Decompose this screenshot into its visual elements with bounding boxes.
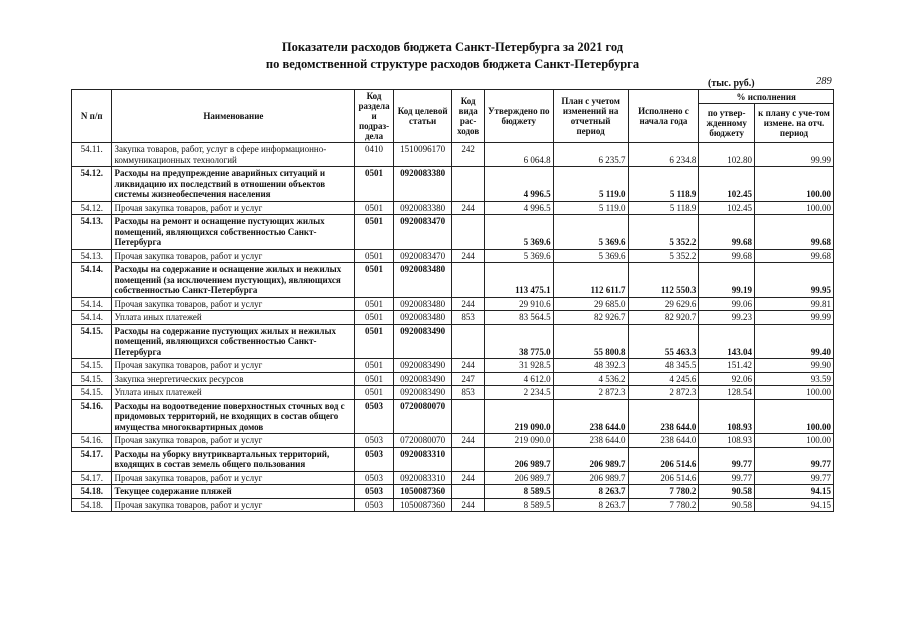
row-section: 0503 <box>355 471 393 485</box>
row-target: 0920083480 <box>393 311 452 325</box>
row-pct-plan: 99.40 <box>755 324 834 359</box>
row-plan: 29 685.0 <box>553 297 628 311</box>
row-name: Закупка энергетических ресурсов <box>112 372 355 386</box>
row-plan: 5 119.0 <box>553 167 628 202</box>
row-num: 54.13. <box>72 215 112 250</box>
row-target: 0720080070 <box>393 434 452 448</box>
row-pct-approved: 151.42 <box>699 359 755 373</box>
row-executed: 29 629.6 <box>628 297 699 311</box>
row-section: 0501 <box>355 167 393 202</box>
row-target: 1050087360 <box>393 485 452 499</box>
table-row <box>72 143 834 167</box>
table-row <box>72 359 834 373</box>
row-target: 0920083380 <box>393 167 452 202</box>
row-type: 242 <box>452 143 484 167</box>
row-section: 0503 <box>355 498 393 512</box>
row-type: 244 <box>452 434 484 448</box>
row-pct-plan: 100.00 <box>755 167 834 202</box>
row-plan: 238 644.0 <box>553 434 628 448</box>
row-num: 54.12. <box>72 201 112 215</box>
row-section: 0501 <box>355 201 393 215</box>
row-plan: 4 536.2 <box>553 372 628 386</box>
row-plan: 5 119.0 <box>553 201 628 215</box>
table-row <box>72 386 834 400</box>
row-name: Прочая закупка товаров, работ и услуг <box>112 434 355 448</box>
row-approved: 5 369.6 <box>484 215 553 250</box>
row-pct-plan: 99.90 <box>755 359 834 373</box>
row-approved: 206 989.7 <box>484 471 553 485</box>
row-executed: 112 550.3 <box>628 263 699 298</box>
row-target: 0920083310 <box>393 471 452 485</box>
row-name: Текущее содержание пляжей <box>112 485 355 499</box>
row-num: 54.15. <box>72 324 112 359</box>
table-row <box>72 434 834 448</box>
row-num: 54.18. <box>72 498 112 512</box>
row-approved: 219 090.0 <box>484 434 553 448</box>
header-pct-approved: по утвер-жденному бюджету <box>699 104 755 143</box>
table-row <box>72 311 834 325</box>
row-executed: 82 920.7 <box>628 311 699 325</box>
row-executed: 5 352.2 <box>628 249 699 263</box>
row-plan: 82 926.7 <box>553 311 628 325</box>
row-section: 0501 <box>355 297 393 311</box>
row-pct-plan: 99.99 <box>755 143 834 167</box>
row-num: 54.12. <box>72 167 112 202</box>
row-num: 54.13. <box>72 249 112 263</box>
row-type: 244 <box>452 297 484 311</box>
row-type <box>452 167 484 202</box>
row-executed: 206 514.6 <box>628 447 699 471</box>
units-label: (тыс. руб.) <box>708 78 755 89</box>
row-section: 0410 <box>355 143 393 167</box>
row-executed: 238 644.0 <box>628 399 699 434</box>
row-pct-approved: 99.68 <box>699 249 755 263</box>
row-type: 853 <box>452 311 484 325</box>
header-section: Код раздела и подраз-дела <box>355 90 393 143</box>
row-pct-plan: 100.00 <box>755 399 834 434</box>
row-pct-approved: 99.68 <box>699 215 755 250</box>
row-plan: 55 800.8 <box>553 324 628 359</box>
row-target: 0920083470 <box>393 215 452 250</box>
row-pct-approved: 92.06 <box>699 372 755 386</box>
table-row <box>72 324 834 359</box>
row-section: 0501 <box>355 386 393 400</box>
row-plan: 5 369.6 <box>553 215 628 250</box>
row-section: 0501 <box>355 215 393 250</box>
row-approved: 2 234.5 <box>484 386 553 400</box>
row-approved: 31 928.5 <box>484 359 553 373</box>
row-num: 54.14. <box>72 311 112 325</box>
row-pct-plan: 100.00 <box>755 434 834 448</box>
table-row <box>72 263 834 298</box>
row-pct-approved: 99.19 <box>699 263 755 298</box>
row-pct-plan: 99.81 <box>755 297 834 311</box>
row-approved: 113 475.1 <box>484 263 553 298</box>
document-title-line-2: по ведомственной структуре расходов бюджета Санкт-Петербурга <box>265 57 640 71</box>
row-pct-plan: 99.77 <box>755 447 834 471</box>
row-num: 54.14. <box>72 297 112 311</box>
row-name: Уплата иных платежей <box>112 311 355 325</box>
row-pct-plan: 99.68 <box>755 215 834 250</box>
row-num: 54.16. <box>72 399 112 434</box>
row-name: Расходы на водоотведение поверхностных сточных вод с придомовых территорий, не входящих в состав общего имущества многоквартирных домов <box>112 399 355 434</box>
header-pct-plan: к плану с уче-том измене. на отч. период <box>755 104 834 143</box>
row-executed: 6 234.8 <box>628 143 699 167</box>
row-pct-plan: 99.95 <box>755 263 834 298</box>
row-target: 0920083310 <box>393 447 452 471</box>
row-plan: 48 392.3 <box>553 359 628 373</box>
header-num: N п/п <box>72 90 112 143</box>
header-percent: % исполнения <box>699 90 834 104</box>
row-num: 54.17. <box>72 471 112 485</box>
row-approved: 29 910.6 <box>484 297 553 311</box>
row-pct-approved: 128.54 <box>699 386 755 400</box>
row-executed: 2 872.3 <box>628 386 699 400</box>
row-num: 54.18. <box>72 485 112 499</box>
row-executed: 4 245.6 <box>628 372 699 386</box>
row-section: 0503 <box>355 399 393 434</box>
row-num: 54.15. <box>72 372 112 386</box>
row-section: 0501 <box>355 263 393 298</box>
table-row <box>72 215 834 250</box>
row-executed: 238 644.0 <box>628 434 699 448</box>
row-target: 1050087360 <box>393 498 452 512</box>
row-approved: 4 996.5 <box>484 167 553 202</box>
header-target: Код целевой статьи <box>393 90 452 143</box>
row-plan: 5 369.6 <box>553 249 628 263</box>
row-executed: 5 118.9 <box>628 201 699 215</box>
document-title-line-1: Показатели расходов бюджета Санкт-Петербурга за 2021 год <box>281 40 624 54</box>
table-row <box>72 485 834 499</box>
row-target: 0920083490 <box>393 324 452 359</box>
row-name: Уплата иных платежей <box>112 386 355 400</box>
row-target: 0920083480 <box>393 263 452 298</box>
row-type: 853 <box>452 386 484 400</box>
row-pct-approved: 108.93 <box>699 399 755 434</box>
row-executed: 7 780.2 <box>628 485 699 499</box>
row-executed: 206 514.6 <box>628 471 699 485</box>
row-pct-approved: 143.04 <box>699 324 755 359</box>
row-type <box>452 263 484 298</box>
row-type <box>452 447 484 471</box>
row-executed: 48 345.5 <box>628 359 699 373</box>
table-body <box>72 143 834 512</box>
expenditure-table <box>71 89 834 512</box>
page-number: 289 <box>816 76 832 87</box>
table-row <box>72 372 834 386</box>
row-type <box>452 399 484 434</box>
table-row <box>72 447 834 471</box>
row-name: Прочая закупка товаров, работ и услуг <box>112 297 355 311</box>
row-name: Прочая закупка товаров, работ и услуг <box>112 359 355 373</box>
row-pct-plan: 99.77 <box>755 471 834 485</box>
row-name: Расходы на содержание и оснащение жилых и нежилых помещений (за исключением пустующих), являющихся собственностью Санкт-Петербурга <box>112 263 355 298</box>
table-row <box>72 471 834 485</box>
row-executed: 5 352.2 <box>628 215 699 250</box>
row-executed: 55 463.3 <box>628 324 699 359</box>
row-approved: 5 369.6 <box>484 249 553 263</box>
row-type: 244 <box>452 201 484 215</box>
row-target: 1510096170 <box>393 143 452 167</box>
row-name: Расходы на уборку внутриквартальных территорий, входящих в состав земель общего пользования <box>112 447 355 471</box>
row-target: 0920083480 <box>393 297 452 311</box>
row-name: Прочая закупка товаров, работ и услуг <box>112 201 355 215</box>
row-type: 244 <box>452 471 484 485</box>
row-name: Расходы на ремонт и оснащение пустующих жилых помещений, являющихся собственностью Санкт-Петербурга <box>112 215 355 250</box>
row-name: Закупка товаров, работ, услуг в сфере информационно-коммуникационных технологий <box>112 143 355 167</box>
row-type: 244 <box>452 249 484 263</box>
table-row <box>72 249 834 263</box>
row-pct-plan: 99.68 <box>755 249 834 263</box>
row-num: 54.17. <box>72 447 112 471</box>
table-row <box>72 498 834 512</box>
row-section: 0501 <box>355 249 393 263</box>
row-section: 0501 <box>355 324 393 359</box>
row-pct-approved: 99.77 <box>699 471 755 485</box>
row-type <box>452 485 484 499</box>
row-plan: 112 611.7 <box>553 263 628 298</box>
row-section: 0501 <box>355 359 393 373</box>
row-target: 0920083490 <box>393 372 452 386</box>
table-row <box>72 167 834 202</box>
row-section: 0501 <box>355 372 393 386</box>
row-target: 0920083470 <box>393 249 452 263</box>
row-target: 0920083380 <box>393 201 452 215</box>
row-section: 0503 <box>355 434 393 448</box>
row-target: 0720080070 <box>393 399 452 434</box>
row-pct-plan: 100.00 <box>755 386 834 400</box>
row-section: 0503 <box>355 485 393 499</box>
header-plan: План с учетом изменений на отчетный период <box>553 90 628 143</box>
row-plan: 8 263.7 <box>553 485 628 499</box>
row-num: 54.14. <box>72 263 112 298</box>
row-name: Прочая закупка товаров, работ и услуг <box>112 249 355 263</box>
row-type <box>452 324 484 359</box>
row-name: Прочая закупка товаров, работ и услуг <box>112 471 355 485</box>
row-executed: 7 780.2 <box>628 498 699 512</box>
row-type: 244 <box>452 498 484 512</box>
row-pct-plan: 94.15 <box>755 498 834 512</box>
row-approved: 83 564.5 <box>484 311 553 325</box>
row-approved: 8 589.5 <box>484 498 553 512</box>
row-target: 0920083490 <box>393 386 452 400</box>
header-type: Код вида рас-ходов <box>452 90 484 143</box>
row-type: 244 <box>452 359 484 373</box>
header-name: Наименование <box>112 90 355 143</box>
row-plan: 6 235.7 <box>553 143 628 167</box>
row-plan: 238 644.0 <box>553 399 628 434</box>
row-approved: 4 996.5 <box>484 201 553 215</box>
row-pct-approved: 102.45 <box>699 167 755 202</box>
row-pct-approved: 90.58 <box>699 485 755 499</box>
table-row <box>72 297 834 311</box>
row-pct-approved: 102.80 <box>699 143 755 167</box>
row-plan: 206 989.7 <box>553 471 628 485</box>
table-row <box>72 399 834 434</box>
row-approved: 6 064.8 <box>484 143 553 167</box>
row-plan: 8 263.7 <box>553 498 628 512</box>
row-pct-approved: 99.23 <box>699 311 755 325</box>
table-row <box>72 201 834 215</box>
row-section: 0501 <box>355 311 393 325</box>
row-target: 0920083490 <box>393 359 452 373</box>
row-pct-plan: 93.59 <box>755 372 834 386</box>
row-name: Расходы на предупреждение аварийных ситуаций и ликвидацию их последствий в отношении объектов системы жизнеобеспечения населения <box>112 167 355 202</box>
row-approved: 38 775.0 <box>484 324 553 359</box>
row-pct-approved: 99.77 <box>699 447 755 471</box>
row-name: Расходы на содержание пустующих жилых и нежилых помещений, являющихся собственностью Санкт-Петербурга <box>112 324 355 359</box>
row-pct-plan: 100.00 <box>755 201 834 215</box>
row-pct-approved: 90.58 <box>699 498 755 512</box>
row-executed: 5 118.9 <box>628 167 699 202</box>
row-pct-plan: 94.15 <box>755 485 834 499</box>
row-approved: 206 989.7 <box>484 447 553 471</box>
row-plan: 206 989.7 <box>553 447 628 471</box>
header-approved: Утверждено по бюджету <box>484 90 553 143</box>
row-pct-approved: 102.45 <box>699 201 755 215</box>
row-pct-approved: 108.93 <box>699 434 755 448</box>
row-type <box>452 215 484 250</box>
header-executed: Исполнено с начала года <box>628 90 699 143</box>
row-plan: 2 872.3 <box>553 386 628 400</box>
row-approved: 4 612.0 <box>484 372 553 386</box>
row-num: 54.15. <box>72 359 112 373</box>
row-num: 54.16. <box>72 434 112 448</box>
row-type: 247 <box>452 372 484 386</box>
row-pct-approved: 99.06 <box>699 297 755 311</box>
row-name: Прочая закупка товаров, работ и услуг <box>112 498 355 512</box>
row-section: 0503 <box>355 447 393 471</box>
row-approved: 219 090.0 <box>484 399 553 434</box>
row-num: 54.11. <box>72 143 112 167</box>
row-approved: 8 589.5 <box>484 485 553 499</box>
row-num: 54.15. <box>72 386 112 400</box>
row-pct-plan: 99.99 <box>755 311 834 325</box>
